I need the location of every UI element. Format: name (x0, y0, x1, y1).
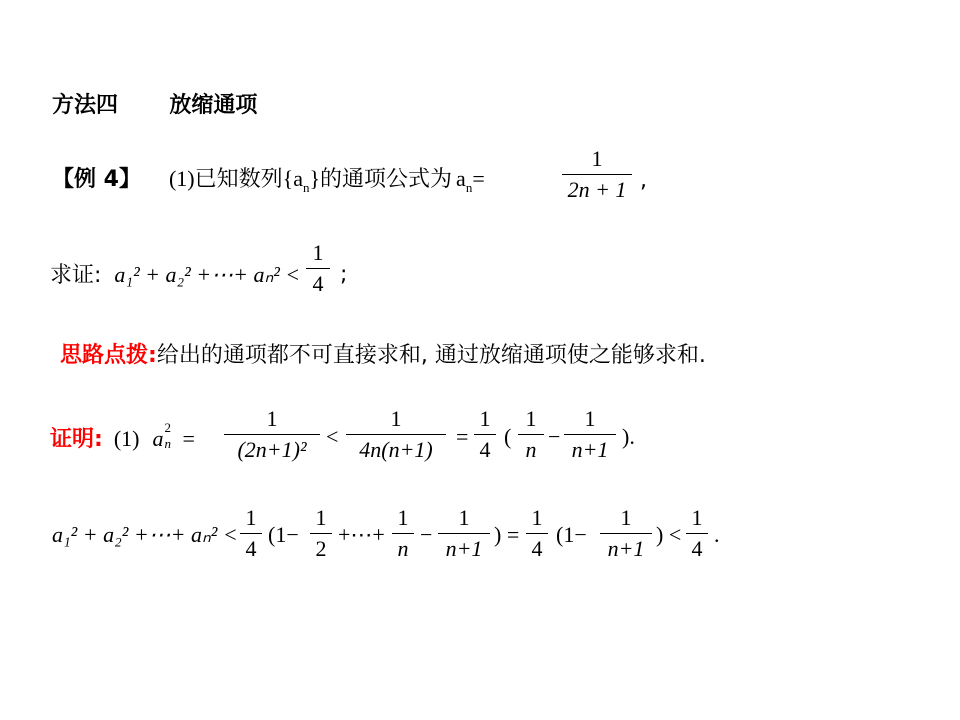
proof-frac-4 (518, 406, 544, 463)
example-frac-den: 2n + 1 (567, 177, 627, 202)
seq-open: {a (282, 166, 303, 191)
f3-num: 1 (479, 406, 491, 431)
p1: (1− (268, 522, 299, 547)
example-fraction (562, 146, 632, 203)
proof-eq-2: = (456, 424, 469, 449)
prove-num: 1 (312, 240, 324, 265)
hint-text: 给出的通项都不可直接求和, 通过放缩通项使之能够求和. (156, 343, 706, 368)
fraction-bar (346, 434, 446, 435)
fraction-bar (240, 533, 262, 534)
g3-num: 1 (397, 505, 409, 530)
lhs-sub: n (164, 436, 171, 451)
proof-close: ). (622, 424, 635, 449)
method-label: 方法四 (52, 93, 119, 118)
g1-frac (240, 505, 262, 562)
proof-lt-1: < (326, 424, 339, 449)
an-eq: = (472, 166, 485, 191)
fraction-bar (564, 434, 616, 435)
prove-den: 4 (312, 271, 324, 296)
example-line (52, 162, 485, 196)
prove-line (50, 258, 300, 289)
fraction-bar (438, 533, 490, 534)
g1-num: 1 (245, 505, 257, 530)
f1-den: (2n+1)² (237, 437, 307, 462)
prove-expr: a₁² + a₂² +⋯+ aₙ² < (114, 262, 301, 287)
p4: ) = (494, 522, 520, 547)
g4-den: n+1 (445, 536, 483, 561)
g4-num: 1 (458, 505, 470, 530)
an-symbol: a (456, 166, 466, 191)
proof-frac-3 (474, 406, 496, 463)
fraction-bar (474, 434, 496, 435)
g6-num: 1 (620, 505, 632, 530)
example-text2: 的通项公式为 (320, 167, 453, 192)
p3: − (420, 522, 433, 547)
g7-frac (686, 505, 708, 562)
proof-frac-1 (224, 406, 320, 463)
fraction-bar (306, 268, 330, 269)
proof-label: 证明 (50, 427, 95, 452)
p6: ) < (656, 522, 682, 547)
p7: . (714, 522, 720, 547)
proof-frac-5 (564, 406, 616, 463)
prove-fraction (306, 240, 330, 297)
section-heading (52, 88, 257, 119)
seq-sub: n (302, 180, 310, 195)
p5: (1− (556, 522, 587, 547)
fraction-bar (392, 533, 414, 534)
f2-den: 4n(n+1) (359, 437, 433, 462)
g1-den: 4 (245, 536, 257, 561)
hint-colon: : (148, 343, 157, 368)
g5-num: 1 (531, 505, 543, 530)
f3-den: 4 (479, 437, 491, 462)
fraction-bar (224, 434, 320, 435)
hint-line (60, 338, 706, 369)
example-frac-num: 1 (591, 146, 603, 171)
f2-num: 1 (390, 406, 402, 431)
prove-semicolon: ; (340, 262, 348, 287)
example-comma: , (640, 168, 647, 193)
seq-close: } (309, 166, 321, 191)
f1-num: 1 (266, 406, 278, 431)
f4-den: n (525, 437, 537, 462)
proof-eq: = (182, 426, 195, 451)
method-title: 放缩通项 (169, 93, 258, 118)
proof-line2-lhs: a₁² + a₂² +⋯+ aₙ² < (52, 522, 238, 547)
proof-minus: − (548, 424, 561, 449)
proof-open: ( (504, 424, 512, 449)
example-text: 已知数列 (194, 167, 283, 192)
f5-num: 1 (584, 406, 596, 431)
g2-den: 2 (315, 536, 327, 561)
hint-label: 思路点拨 (60, 343, 149, 368)
p2: +⋯+ (338, 522, 385, 547)
an-sub: n (465, 180, 473, 195)
fraction-bar (600, 533, 652, 534)
f5-den: n+1 (571, 437, 609, 462)
proof-colon: : (94, 427, 103, 452)
lhs-scripts (163, 420, 175, 451)
example-part: (1) (168, 166, 195, 191)
proof-line-1 (50, 422, 195, 453)
fraction-bar (310, 533, 332, 534)
fraction-bar (562, 174, 632, 175)
g5-den: 4 (531, 536, 543, 561)
proof-part: (1) (113, 426, 140, 451)
example-tag: 【例 4】 (52, 167, 141, 192)
lhs-sup: 2 (164, 420, 171, 435)
g6-den: n+1 (607, 536, 645, 561)
g2-num: 1 (315, 505, 327, 530)
g6-frac (600, 505, 652, 562)
proof-frac-2 (346, 406, 446, 463)
prove-label: 求证: (50, 263, 102, 288)
g3-den: n (397, 536, 409, 561)
g2-frac (310, 505, 332, 562)
g7-num: 1 (691, 505, 703, 530)
fraction-bar (518, 434, 544, 435)
g4-frac (438, 505, 490, 562)
fraction-bar (526, 533, 548, 534)
g3-frac (392, 505, 414, 562)
fraction-bar (686, 533, 708, 534)
g7-den: 4 (691, 536, 703, 561)
proof-lhs: a (152, 426, 164, 451)
f4-num: 1 (525, 406, 537, 431)
g5-frac (526, 505, 548, 562)
